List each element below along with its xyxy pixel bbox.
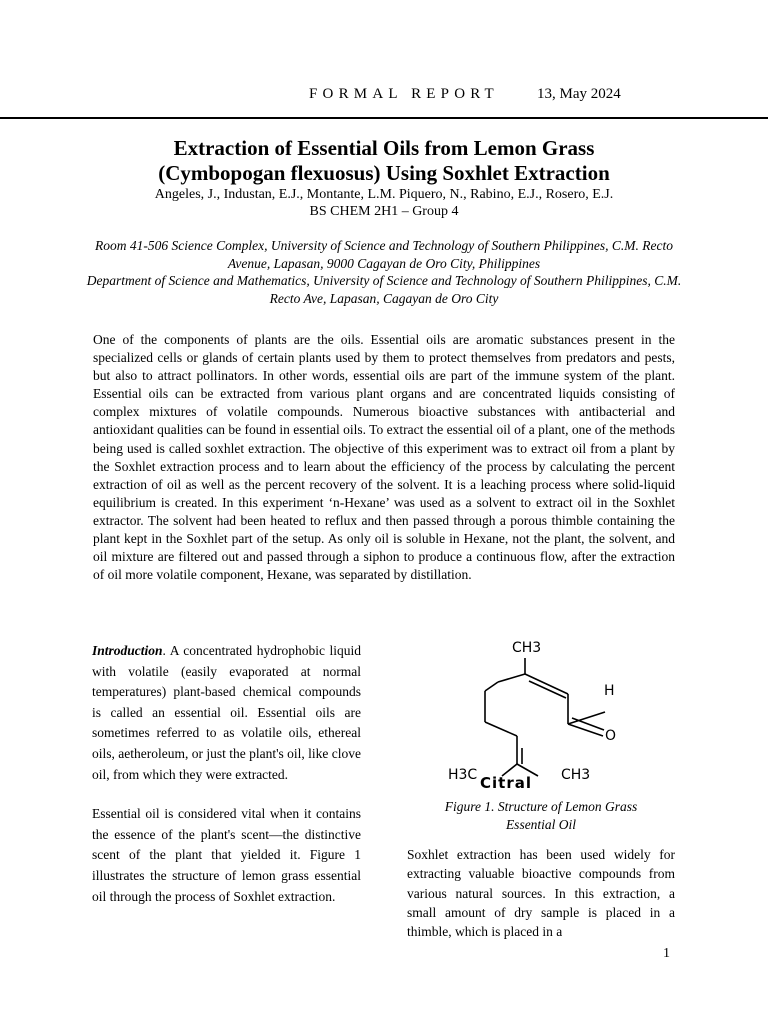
figure-caption [404,798,678,834]
abstract-paragraph: One of the components of plants are the oils. Essential oils are aromatic substances present in the specialized cells or glands of certain plants used by them to protect themselves from predators and pests, but also to attract pollinators. In other words, essential oils are part of the immune system of the plant. Essential oils can be extracted from various plant organs and are concentrated liquids consisting of complex mixtures of volatile compounds. Numerous bioactive substances with antibacterial and antioxidant qualities can be found in essential oils. To extract the essential oil of a plant, one of the methods being used is called soxhlet extraction. The objective of this experiment was to extract oil from a plant by the Soxhlet extraction process and to learn about the efficiency of the process by calculating the percent extraction of oil as well as the percent recovery of the solvent. It is a leaching process where solid-liquid equilibrium is created. In this experiment ‘n-Hexane’ was used as a solvent to extract oil in the Soxhlet extractor. The solvent had been heated to reflux and then passed through a porous thimble containing the plant kept in the Soxhlet part of the setup. As only oil is soluble in Hexane, not the plant, the solvent, and oil mixture are filtered out and passed through a siphon to produce a continuous flow, after the extraction of oil more volatile component, Hexane, was separated by distillation. [93,332,675,583]
carbonyl-oxygen-label: O [605,728,617,744]
citral-bonds [485,658,605,776]
methyl-right-label: CH3 [561,767,591,783]
introduction-text: . A concentrated hydrophobic liquid with volatile (easily evaporated at normal temperatures) plant-based chemical compounds is called an essential oil. Essential oils are sometimes referred to as volatile oils, ethereal oils, aetheroleum, or just the plant's oil, like clove oil, from which they were extracted. [92,643,361,782]
affiliation-1: Room 41-506 Science Complex, University of Science and Technology of Southern Philippines, C.M. Recto Avenue, Lapasan, 9000 Cagayan de Oro City, Philippines [95,238,673,271]
author-list: Angeles, J., Industan, E.J., Montante, L.M. Piquero, N., Rabino, E.J., Rosero, E.J. [154,187,614,202]
introduction-paragraph [92,641,361,785]
title-line-1: Extraction of Essential Oils from Lemon Grass [173,136,595,160]
citral-name-label: Citral [480,774,532,792]
soxhlet-paragraph: Soxhlet extraction has been used widely for extracting valuable bioactive compounds from various natural sources. In this extraction, a small amount of dry sample is placed in a thimble, which is placed in a [407,847,675,940]
caption-line-2: Essential Oil [505,817,577,832]
title-line-2: (Cymbopogan flexuosus) Using Soxhlet Extraction [158,161,610,185]
paper-title [0,136,768,186]
affiliation-2: Department of Science and Mathematics, University of Science and Technology of Southern Philippines, C.M. Recto Ave, Lapasan, Cagayan de Oro City [86,273,682,306]
report-type-label: FORMAL REPORT [309,86,499,102]
header-divider [0,117,768,119]
aldehyde-hydrogen-label: H [604,683,615,699]
methyl-left-label: H3C [448,767,478,783]
essential-oil-paragraph: Essential oil is considered vital when it contains the essence of the plant's scent—the distinctive scent of the plant that yielded it. Figure 1 illustrates the structure of lemon grass essential oil through the process of Soxhlet extraction. [92,806,361,904]
report-date: 13, May 2024 [537,86,621,102]
caption-line-1: Figure 1. Structure of Lemon Grass [444,799,638,814]
methyl-top-label: CH3 [512,640,542,656]
course-group: BS CHEM 2H1 – Group 4 [309,204,459,219]
left-column [92,641,361,907]
affiliations [84,237,684,307]
page-number: 1 [663,946,670,961]
citral-structure-figure [440,636,640,796]
introduction-heading: Introduction [92,643,163,658]
